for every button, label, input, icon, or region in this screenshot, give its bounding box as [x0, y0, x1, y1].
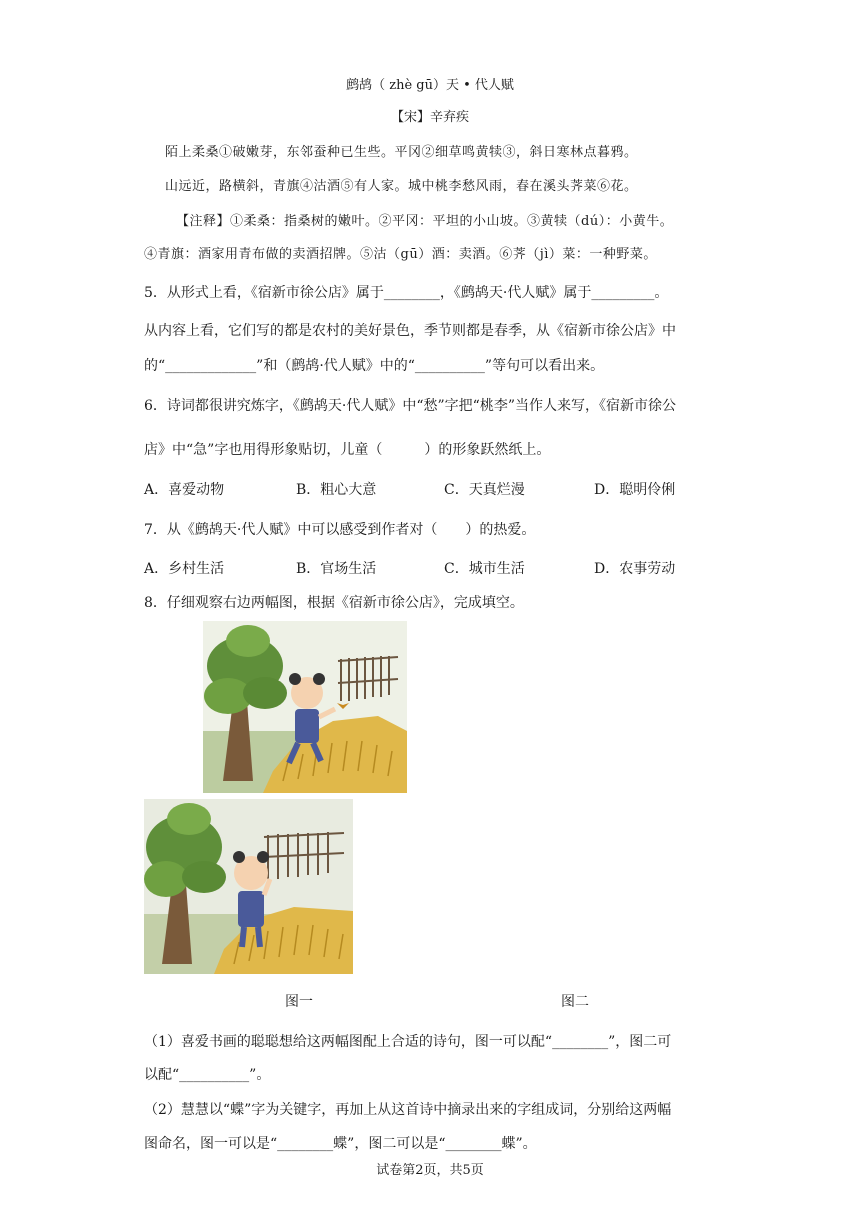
q8-sub2-line-2: 图命名，图一可以是“________蝶”，图二可以是“________蝶”。: [144, 1136, 537, 1152]
q6-option-b: B．粗心大意: [296, 482, 377, 498]
poem-author: 【宋】辛弃疾: [390, 110, 469, 125]
q6-line-2: 店》中“急”字也用得形象贴切，儿童（ ）的形象跃然纸上。: [144, 442, 551, 458]
q7-line-1: 7．从《鹧鸪天·代人赋》中可以感受到作者对（ ）的热爱。: [144, 522, 536, 538]
q6-option-a: A．喜爱动物: [144, 482, 225, 498]
page-footer: 试卷第2页，共5页: [376, 1163, 484, 1178]
q7-option-d: D．农事劳动: [594, 561, 676, 577]
q5-line-3: 的“_____________”和（鹧鸪·代人赋》中的“__________”等句可以看出来。: [144, 358, 605, 374]
caption-figure-2: 图二: [561, 994, 589, 1010]
illustration-1: [203, 621, 407, 793]
q8-line-1: 8．仔细观察右边两幅图，根据《宿新市徐公店》，完成填空。: [144, 595, 524, 611]
poem-note-2: ④青旗：酒家用青布做的卖酒招牌。⑤沽（gū）酒：卖酒。⑥荠（jì）菜：一种野菜。: [144, 247, 657, 262]
q6-option-d: D．聪明伶俐: [594, 482, 676, 498]
caption-figure-1: 图一: [285, 994, 313, 1010]
poem-line-1: 陌上柔桑①破嫩芽，东邻蚕种已生些。平冈②细草鸣黄犊③，斜日寒林点暮鸦。: [165, 145, 638, 160]
illustration-2: [144, 799, 353, 974]
q8-sub2-line-1: （2）慧慧以“蝶”字为关键字，再加上从这首诗中摘录出来的字组成词，分别给这两幅: [144, 1102, 672, 1118]
q5-line-1: 5．从形式上看，《宿新市徐公店》属于________，《鹧鸪天·代人赋》属于_________。: [144, 285, 669, 301]
q8-sub1-line-1: （1）喜爱书画的聪聪想给这两幅图配上合适的诗句，图一可以配“________”，图二可: [144, 1034, 672, 1050]
q7-option-a: A．乡村生活: [144, 561, 225, 577]
poem-title: 鹧鸪（ zhè gū）天 • 代人赋: [346, 78, 514, 93]
q7-option-c: C．城市生活: [444, 561, 525, 577]
q5-line-2: 从内容上看，它们写的都是农村的美好景色，季节则都是春季，从《宿新市徐公店》中: [144, 323, 676, 339]
q8-sub1-line-2: 以配“__________”。: [144, 1067, 271, 1083]
poem-line-2: 山远近，路横斜，青旗④沽酒⑤有人家。城中桃李愁风雨，春在溪头荠菜⑥花。: [165, 179, 638, 194]
q6-option-c: C．天真烂漫: [444, 482, 525, 498]
q7-option-b: B．官场生活: [296, 561, 377, 577]
poem-note-1: 【注释】①柔桑：指桑树的嫩叶。②平冈：平坦的小山坡。③黄犊（dú）：小黄牛。: [176, 214, 674, 229]
q6-line-1: 6．诗词都很讲究炼字，《鹧鸪天·代人赋》中“愁”字把“桃李”当作人来写，《宿新市徐公: [144, 398, 676, 414]
